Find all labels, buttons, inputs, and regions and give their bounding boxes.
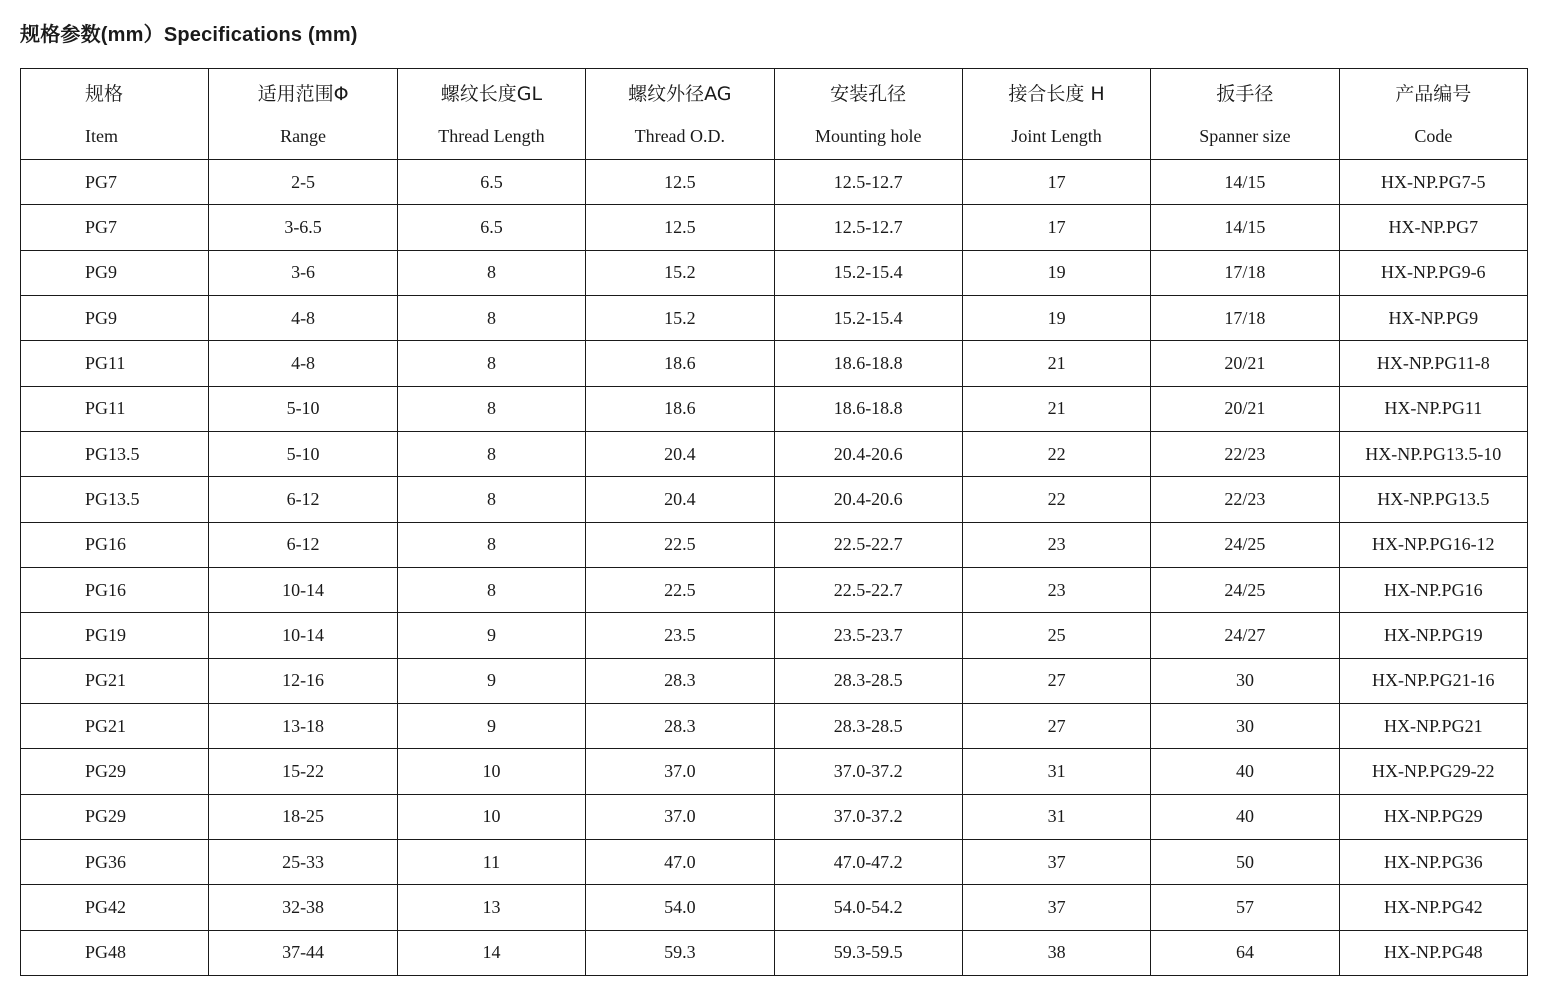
cell-range: 32-38 [209,885,397,930]
cell-thread-od: 18.6 [586,386,774,431]
cell-thread-length: 8 [397,341,585,386]
cell-code: HX-NP.PG42 [1339,885,1527,930]
cell-spanner-size: 17/18 [1151,295,1339,340]
column-header-cn-label: 螺纹长度GL [440,83,543,105]
cell-range: 15-22 [209,749,397,794]
column-header-en-label: Joint Length [1011,126,1102,146]
cell-thread-od: 22.5 [586,567,774,612]
cell-thread-length: 9 [397,658,585,703]
cell-thread-length: 8 [397,567,585,612]
cell-spanner-size: 14/15 [1151,160,1339,205]
cell-code: HX-NP.PG13.5-10 [1339,431,1527,476]
cell-range: 25-33 [209,839,397,884]
cell-thread-length: 13 [397,885,585,930]
column-header-range [209,69,397,160]
cell-mounting-hole: 20.4-20.6 [774,431,962,476]
cell-mounting-hole: 28.3-28.5 [774,703,962,748]
table-row [21,613,1528,658]
cell-thread-od: 15.2 [586,250,774,295]
table-row [21,160,1528,205]
column-header-thread-length [397,69,585,160]
cell-mounting-hole: 59.3-59.5 [774,930,962,975]
table-row [21,386,1528,431]
cell-mounting-hole: 18.6-18.8 [774,341,962,386]
column-header-en-label: Spanner size [1199,126,1291,146]
cell-range: 37-44 [209,930,397,975]
cell-joint-length: 19 [962,250,1150,295]
column-header-en-label: Code [1414,126,1453,146]
table-body [21,160,1528,976]
column-header-cn-label: 产品编号 [1395,83,1472,105]
cell-range: 4-8 [209,341,397,386]
column-header-cn-label: 适用范围Φ [257,83,349,105]
table-row [21,839,1528,884]
cell-item: PG13.5 [21,431,209,476]
table-row [21,885,1528,930]
cell-joint-length: 31 [962,794,1150,839]
column-header-en-label: Range [280,126,327,146]
cell-item: PG9 [21,295,209,340]
cell-mounting-hole: 12.5-12.7 [774,160,962,205]
cell-spanner-size: 40 [1151,749,1339,794]
cell-joint-length: 37 [962,885,1150,930]
cell-code: HX-NP.PG21-16 [1339,658,1527,703]
cell-joint-length: 19 [962,295,1150,340]
cell-item: PG21 [21,658,209,703]
cell-mounting-hole: 18.6-18.8 [774,386,962,431]
cell-code: HX-NP.PG9-6 [1339,250,1527,295]
column-header-spanner-size [1151,69,1339,160]
cell-range: 13-18 [209,703,397,748]
cell-code: HX-NP.PG19 [1339,613,1527,658]
cell-mounting-hole: 37.0-37.2 [774,794,962,839]
page-title: 规格参数(mm）Specifications (mm) [20,24,358,46]
cell-spanner-size: 64 [1151,930,1339,975]
cell-thread-od: 37.0 [586,794,774,839]
column-header-cn-label: 规格 [85,83,124,105]
cell-thread-od: 12.5 [586,160,774,205]
cell-item: PG36 [21,839,209,884]
cell-spanner-size: 20/21 [1151,386,1339,431]
cell-mounting-hole: 23.5-23.7 [774,613,962,658]
cell-joint-length: 31 [962,749,1150,794]
table-row [21,250,1528,295]
cell-range: 6-12 [209,477,397,522]
table-row [21,341,1528,386]
cell-mounting-hole: 54.0-54.2 [774,885,962,930]
cell-range: 2-5 [209,160,397,205]
cell-joint-length: 17 [962,205,1150,250]
cell-thread-od: 20.4 [586,477,774,522]
cell-item: PG11 [21,386,209,431]
cell-code: HX-NP.PG16 [1339,567,1527,612]
cell-code: HX-NP.PG9 [1339,295,1527,340]
cell-item: PG48 [21,930,209,975]
cell-thread-od: 54.0 [586,885,774,930]
table-row [21,477,1528,522]
table-row [21,295,1528,340]
cell-thread-od: 18.6 [586,341,774,386]
cell-thread-od: 20.4 [586,431,774,476]
cell-spanner-size: 17/18 [1151,250,1339,295]
cell-thread-length: 8 [397,295,585,340]
cell-thread-od: 12.5 [586,205,774,250]
cell-item: PG16 [21,522,209,567]
cell-mounting-hole: 15.2-15.4 [774,295,962,340]
cell-spanner-size: 22/23 [1151,477,1339,522]
cell-mounting-hole: 12.5-12.7 [774,205,962,250]
cell-spanner-size: 30 [1151,703,1339,748]
cell-joint-length: 23 [962,522,1150,567]
table-row [21,522,1528,567]
cell-thread-length: 11 [397,839,585,884]
cell-thread-od: 47.0 [586,839,774,884]
cell-thread-od: 23.5 [586,613,774,658]
cell-mounting-hole: 22.5-22.7 [774,522,962,567]
cell-range: 3-6 [209,250,397,295]
cell-thread-length: 8 [397,522,585,567]
specifications-table [20,68,1528,976]
cell-spanner-size: 24/25 [1151,522,1339,567]
cell-code: HX-NP.PG29-22 [1339,749,1527,794]
cell-range: 5-10 [209,431,397,476]
cell-thread-od: 59.3 [586,930,774,975]
cell-thread-od: 22.5 [586,522,774,567]
cell-joint-length: 21 [962,341,1150,386]
cell-thread-length: 6.5 [397,205,585,250]
cell-thread-length: 8 [397,250,585,295]
cell-joint-length: 22 [962,431,1150,476]
table-row [21,794,1528,839]
column-header-code [1339,69,1527,160]
table-row [21,703,1528,748]
cell-mounting-hole: 15.2-15.4 [774,250,962,295]
table-row [21,930,1528,975]
cell-item: PG13.5 [21,477,209,522]
column-header-cn-label: 扳手径 [1216,83,1274,105]
cell-thread-length: 9 [397,613,585,658]
cell-spanner-size: 24/27 [1151,613,1339,658]
column-header-cn-label: 安装孔径 [830,83,907,105]
cell-code: HX-NP.PG21 [1339,703,1527,748]
cell-spanner-size: 40 [1151,794,1339,839]
cell-mounting-hole: 28.3-28.5 [774,658,962,703]
column-header-en-label: Thread O.D. [634,126,726,146]
cell-thread-od: 28.3 [586,658,774,703]
cell-joint-length: 25 [962,613,1150,658]
table-header [21,69,1528,160]
cell-spanner-size: 30 [1151,658,1339,703]
cell-mounting-hole: 20.4-20.6 [774,477,962,522]
cell-thread-length: 8 [397,431,585,476]
table-row [21,658,1528,703]
cell-thread-length: 8 [397,386,585,431]
header-row [21,69,1528,160]
cell-joint-length: 21 [962,386,1150,431]
cell-spanner-size: 22/23 [1151,431,1339,476]
cell-spanner-size: 24/25 [1151,567,1339,612]
cell-item: PG9 [21,250,209,295]
cell-spanner-size: 20/21 [1151,341,1339,386]
cell-spanner-size: 57 [1151,885,1339,930]
cell-range: 5-10 [209,386,397,431]
column-header-item [21,69,209,160]
cell-code: HX-NP.PG29 [1339,794,1527,839]
cell-code: HX-NP.PG7-5 [1339,160,1527,205]
cell-code: HX-NP.PG11-8 [1339,341,1527,386]
cell-item: PG29 [21,749,209,794]
table-row [21,431,1528,476]
cell-thread-length: 14 [397,930,585,975]
column-header-en-label: Item [85,126,118,146]
cell-mounting-hole: 47.0-47.2 [774,839,962,884]
cell-range: 3-6.5 [209,205,397,250]
cell-item: PG29 [21,794,209,839]
column-header-mounting-hole [774,69,962,160]
cell-code: HX-NP.PG11 [1339,386,1527,431]
cell-joint-length: 38 [962,930,1150,975]
column-header-joint-length [962,69,1150,160]
cell-joint-length: 23 [962,567,1150,612]
cell-item: PG42 [21,885,209,930]
cell-spanner-size: 14/15 [1151,205,1339,250]
cell-item: PG21 [21,703,209,748]
cell-range: 18-25 [209,794,397,839]
cell-thread-length: 9 [397,703,585,748]
cell-joint-length: 17 [962,160,1150,205]
cell-code: HX-NP.PG13.5 [1339,477,1527,522]
cell-thread-length: 8 [397,477,585,522]
cell-joint-length: 27 [962,703,1150,748]
cell-range: 10-14 [209,613,397,658]
cell-thread-length: 10 [397,794,585,839]
cell-item: PG19 [21,613,209,658]
cell-joint-length: 27 [962,658,1150,703]
column-header-cn-label: 螺纹外径AG [628,83,732,105]
cell-thread-length: 6.5 [397,160,585,205]
cell-thread-od: 37.0 [586,749,774,794]
cell-range: 4-8 [209,295,397,340]
cell-range: 6-12 [209,522,397,567]
cell-thread-od: 15.2 [586,295,774,340]
cell-spanner-size: 50 [1151,839,1339,884]
cell-code: HX-NP.PG16-12 [1339,522,1527,567]
table-row [21,567,1528,612]
column-header-en-label: Thread Length [438,126,545,146]
column-header-cn-label: 接合长度 H [1008,83,1105,105]
cell-range: 10-14 [209,567,397,612]
cell-thread-od: 28.3 [586,703,774,748]
column-header-thread-od [586,69,774,160]
column-header-en-label: Mounting hole [814,126,922,146]
cell-range: 12-16 [209,658,397,703]
cell-joint-length: 22 [962,477,1150,522]
cell-item: PG11 [21,341,209,386]
cell-item: PG16 [21,567,209,612]
cell-thread-length: 10 [397,749,585,794]
cell-item: PG7 [21,160,209,205]
cell-joint-length: 37 [962,839,1150,884]
cell-code: HX-NP.PG7 [1339,205,1527,250]
cell-code: HX-NP.PG36 [1339,839,1527,884]
table-row [21,749,1528,794]
cell-item: PG7 [21,205,209,250]
cell-mounting-hole: 22.5-22.7 [774,567,962,612]
cell-mounting-hole: 37.0-37.2 [774,749,962,794]
cell-code: HX-NP.PG48 [1339,930,1527,975]
table-row [21,205,1528,250]
